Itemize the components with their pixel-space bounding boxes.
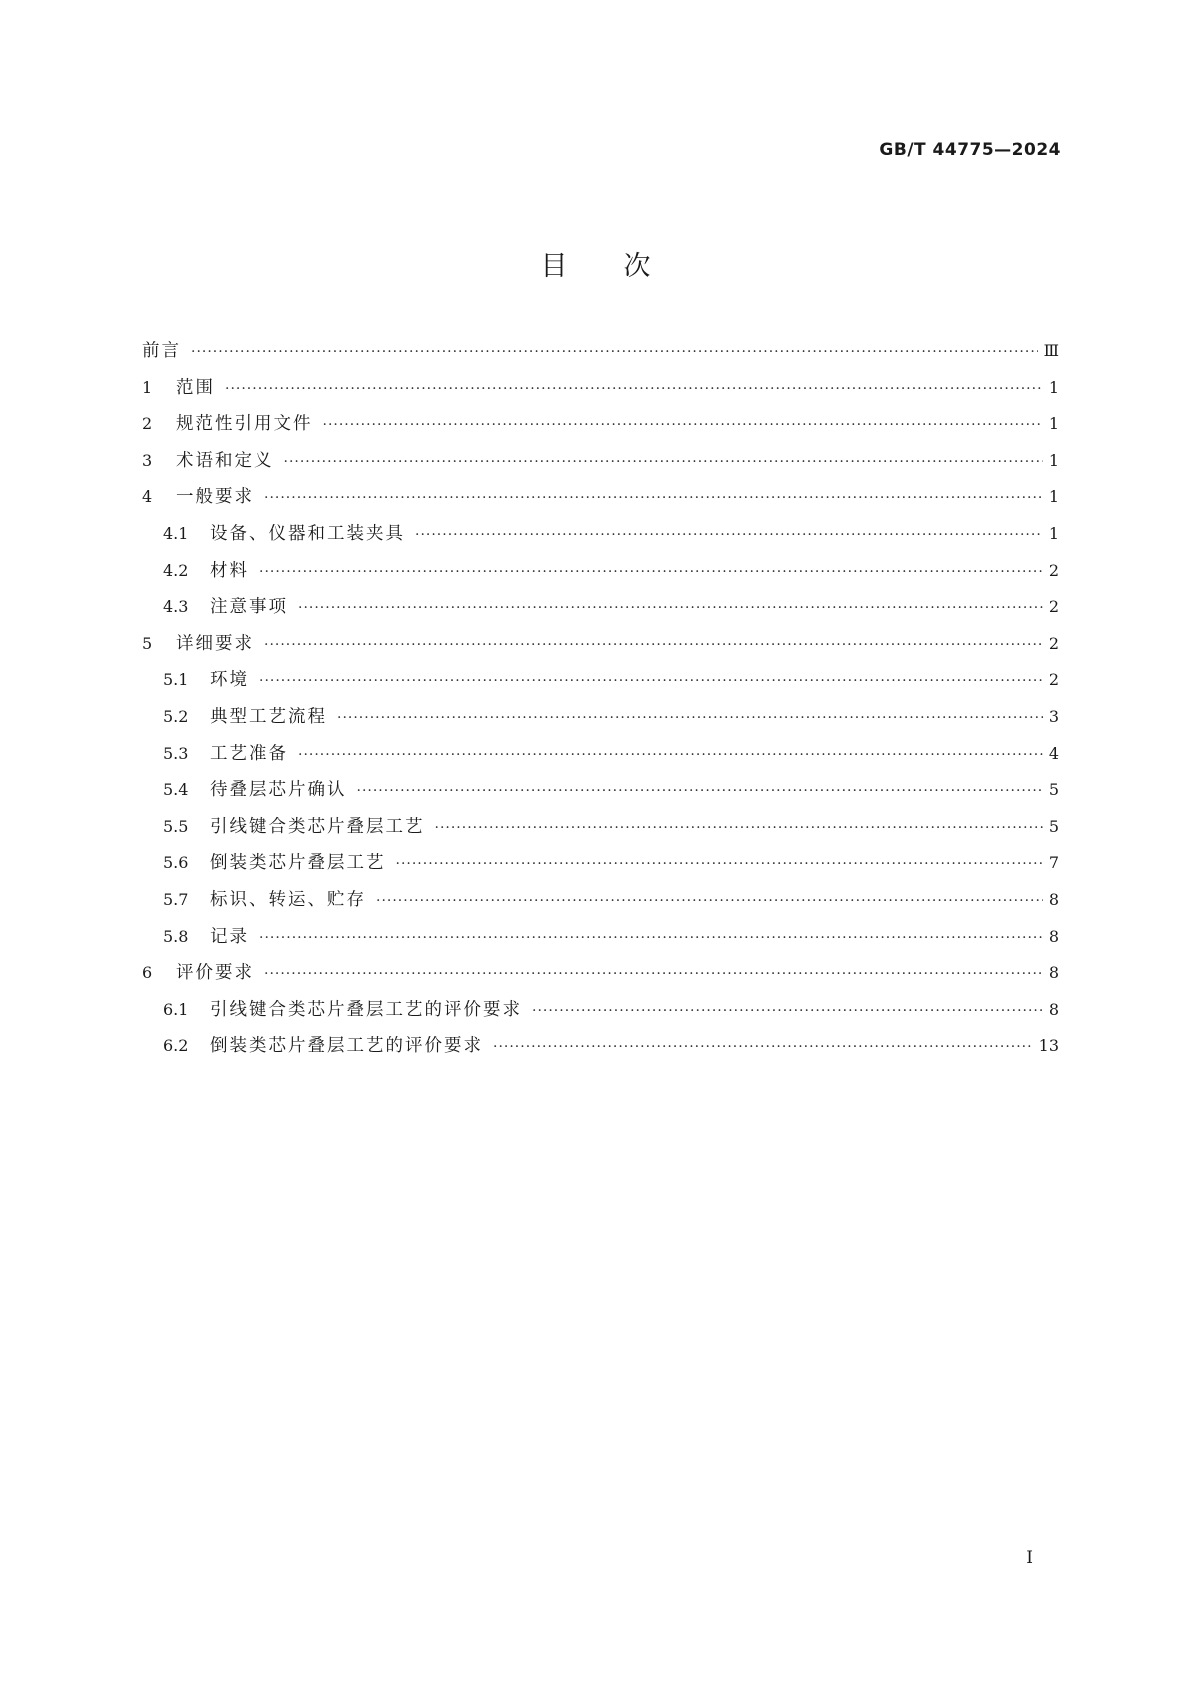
- toc-entry[interactable]: [142, 410, 1059, 447]
- toc-dot-leader: [264, 637, 1043, 653]
- toc-entry-title: 待叠层芯片确认: [210, 780, 347, 801]
- toc-entry-title: 工艺准备: [210, 743, 288, 764]
- toc-dot-leader: [415, 527, 1043, 543]
- toc-entry-title: 规范性引用文件: [176, 414, 313, 435]
- toc-entry[interactable]: [142, 666, 1059, 703]
- toc-entry[interactable]: [142, 374, 1059, 411]
- toc-entry[interactable]: [142, 996, 1059, 1033]
- toc-entry[interactable]: [142, 959, 1059, 996]
- table-of-contents: [142, 337, 1059, 1069]
- toc-entry-title: 倒装类芯片叠层工艺: [210, 853, 386, 874]
- toc-entry[interactable]: [142, 630, 1059, 667]
- toc-dot-leader: [337, 710, 1043, 726]
- toc-entry[interactable]: [142, 703, 1059, 740]
- toc-entry-title: 设备、仪器和工装夹具: [210, 523, 405, 544]
- toc-entry[interactable]: [142, 923, 1059, 960]
- toc-entry-page: 7: [1048, 853, 1059, 873]
- toc-entry-number: 5.8: [163, 926, 189, 946]
- page-title: 目次: [540, 251, 707, 282]
- toc-entry[interactable]: [142, 557, 1059, 594]
- toc-entry-page: 5: [1048, 816, 1059, 836]
- toc-entry-number: 6.1: [163, 999, 189, 1019]
- toc-entry[interactable]: [142, 1032, 1059, 1069]
- toc-dot-leader: [357, 783, 1043, 799]
- toc-entry-page: 8: [1048, 926, 1059, 946]
- toc-entry-title: 注意事项: [210, 597, 288, 618]
- toc-entry-number: 5.5: [163, 816, 189, 836]
- toc-dot-leader: [264, 966, 1043, 982]
- toc-entry-number: 5.7: [163, 889, 189, 909]
- toc-entry[interactable]: [142, 520, 1059, 557]
- toc-dot-leader: [264, 490, 1043, 506]
- page-number: I: [1026, 1548, 1033, 1568]
- toc-entry-title: 范围: [176, 377, 215, 398]
- toc-entry[interactable]: [142, 447, 1059, 484]
- toc-dot-leader: [493, 1039, 1033, 1055]
- toc-entry-number: 2: [142, 414, 153, 434]
- toc-entry-page: 5: [1048, 780, 1059, 800]
- toc-dot-leader: [259, 673, 1043, 689]
- toc-entry-number: 5.2: [163, 706, 189, 726]
- toc-entry-title: 前言: [142, 341, 181, 361]
- toc-entry-title: 术语和定义: [176, 450, 274, 471]
- toc-entry[interactable]: [142, 593, 1059, 630]
- toc-dot-leader: [298, 747, 1043, 763]
- toc-entry-title: 材料: [210, 560, 249, 581]
- toc-entry[interactable]: [142, 886, 1059, 923]
- toc-entry-title: 典型工艺流程: [210, 706, 327, 727]
- toc-entry-page: 2: [1048, 633, 1059, 653]
- toc-entry-page: 1: [1048, 523, 1059, 543]
- toc-entry-page: 2: [1048, 597, 1059, 617]
- toc-dot-leader: [532, 1003, 1043, 1019]
- toc-entry[interactable]: [142, 813, 1059, 850]
- toc-dot-leader: [396, 856, 1043, 872]
- toc-entry-number: 4.2: [163, 560, 189, 580]
- toc-entry-page: 8: [1048, 889, 1059, 909]
- toc-entry-number: 3: [142, 450, 153, 470]
- toc-entry-number: 5.4: [163, 780, 189, 800]
- toc-entry[interactable]: [142, 337, 1059, 374]
- toc-entry-number: 4: [142, 487, 153, 507]
- toc-entry-number: 4.3: [163, 597, 189, 617]
- toc-entry[interactable]: [142, 483, 1059, 520]
- toc-entry-number: 4.1: [163, 523, 189, 543]
- toc-entry-title: 详细要求: [176, 633, 254, 654]
- toc-dot-leader: [225, 381, 1043, 397]
- toc-dot-leader: [284, 454, 1043, 470]
- toc-entry-title: 记录: [210, 926, 249, 947]
- toc-entry[interactable]: [142, 849, 1059, 886]
- toc-dot-leader: [298, 600, 1043, 616]
- toc-dot-leader: [191, 344, 1038, 360]
- toc-entry-title: 一般要求: [176, 487, 254, 508]
- toc-entry-title: 倒装类芯片叠层工艺的评价要求: [210, 1036, 483, 1057]
- toc-entry-page: 3: [1048, 706, 1059, 726]
- toc-entry-number: 6: [142, 963, 153, 983]
- toc-entry-page: 1: [1048, 450, 1059, 470]
- toc-entry-page: 13: [1038, 1036, 1059, 1056]
- toc-entry-title: 引线键合类芯片叠层工艺的评价要求: [210, 999, 522, 1020]
- toc-entry-number: 5: [142, 633, 153, 653]
- toc-entry-page: 4: [1048, 743, 1059, 763]
- toc-entry-page: 1: [1048, 414, 1059, 434]
- toc-dot-leader: [323, 417, 1043, 433]
- toc-entry-number: 5.6: [163, 853, 189, 873]
- toc-entry-page: 1: [1048, 487, 1059, 507]
- toc-dot-leader: [435, 820, 1043, 836]
- toc-entry[interactable]: [142, 776, 1059, 813]
- toc-entry[interactable]: [142, 740, 1059, 777]
- toc-dot-leader: [259, 564, 1043, 580]
- toc-entry-title: 引线键合类芯片叠层工艺: [210, 816, 425, 837]
- toc-entry-number: 5.1: [163, 670, 189, 690]
- toc-entry-number: 5.3: [163, 743, 189, 763]
- toc-entry-number: 6.2: [163, 1036, 189, 1056]
- toc-entry-page: 1: [1048, 377, 1059, 397]
- toc-entry-title: 评价要求: [176, 963, 254, 984]
- toc-dot-leader: [376, 893, 1043, 909]
- toc-entry-title: 环境: [210, 670, 249, 691]
- toc-entry-title: 标识、转运、贮存: [210, 889, 366, 910]
- toc-entry-page: 8: [1048, 963, 1059, 983]
- standard-code: GB/T 44775—2024: [879, 140, 1061, 160]
- toc-dot-leader: [259, 930, 1043, 946]
- toc-entry-page: 2: [1048, 560, 1059, 580]
- toc-entry-page: 8: [1048, 999, 1059, 1019]
- toc-entry-number: 1: [142, 377, 153, 397]
- toc-entry-page: 2: [1048, 670, 1059, 690]
- toc-entry-page: Ⅲ: [1043, 341, 1059, 360]
